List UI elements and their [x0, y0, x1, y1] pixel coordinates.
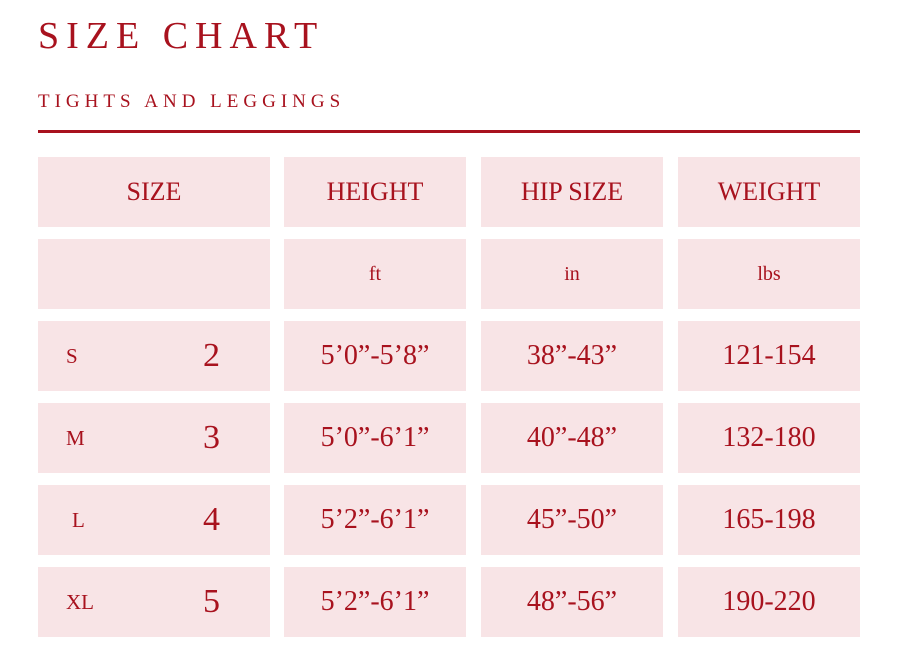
hip-value: 48”-56” — [481, 567, 663, 637]
size-letter: L — [72, 507, 85, 532]
size-letter: S — [66, 343, 78, 368]
header-hip-size: HIP SIZE — [481, 157, 663, 227]
unit-height: ft — [284, 239, 466, 309]
page-subtitle: TIGHTS AND LEGGINGS — [38, 91, 346, 112]
height-value: 5’0”-6’1” — [284, 403, 466, 473]
table-row-size-cell — [38, 403, 270, 473]
hip-value: 40”-48” — [481, 403, 663, 473]
header-size: SIZE — [38, 157, 270, 227]
table-row-size-cell — [38, 567, 270, 637]
title-divider — [38, 130, 860, 133]
size-number: 2 — [203, 337, 220, 374]
size-number: 5 — [203, 583, 220, 620]
weight-value: 132-180 — [678, 403, 860, 473]
header-weight: WEIGHT — [678, 157, 860, 227]
size-letter: XL — [66, 589, 94, 614]
hip-value: 45”-50” — [481, 485, 663, 555]
table-row-size-cell — [38, 485, 270, 555]
unit-size — [38, 239, 270, 309]
weight-value: 190-220 — [678, 567, 860, 637]
weight-value: 121-154 — [678, 321, 860, 391]
height-value: 5’2”-6’1” — [284, 485, 466, 555]
table-row-size-cell — [38, 321, 270, 391]
page-title: SIZE CHART — [38, 15, 325, 57]
height-value: 5’0”-5’8” — [284, 321, 466, 391]
size-letter: M — [66, 425, 85, 450]
weight-value: 165-198 — [678, 485, 860, 555]
size-number: 3 — [203, 419, 220, 456]
header-height: HEIGHT — [284, 157, 466, 227]
unit-hip: in — [481, 239, 663, 309]
size-number: 4 — [203, 501, 220, 538]
unit-weight: lbs — [678, 239, 860, 309]
hip-value: 38”-43” — [481, 321, 663, 391]
height-value: 5’2”-6’1” — [284, 567, 466, 637]
